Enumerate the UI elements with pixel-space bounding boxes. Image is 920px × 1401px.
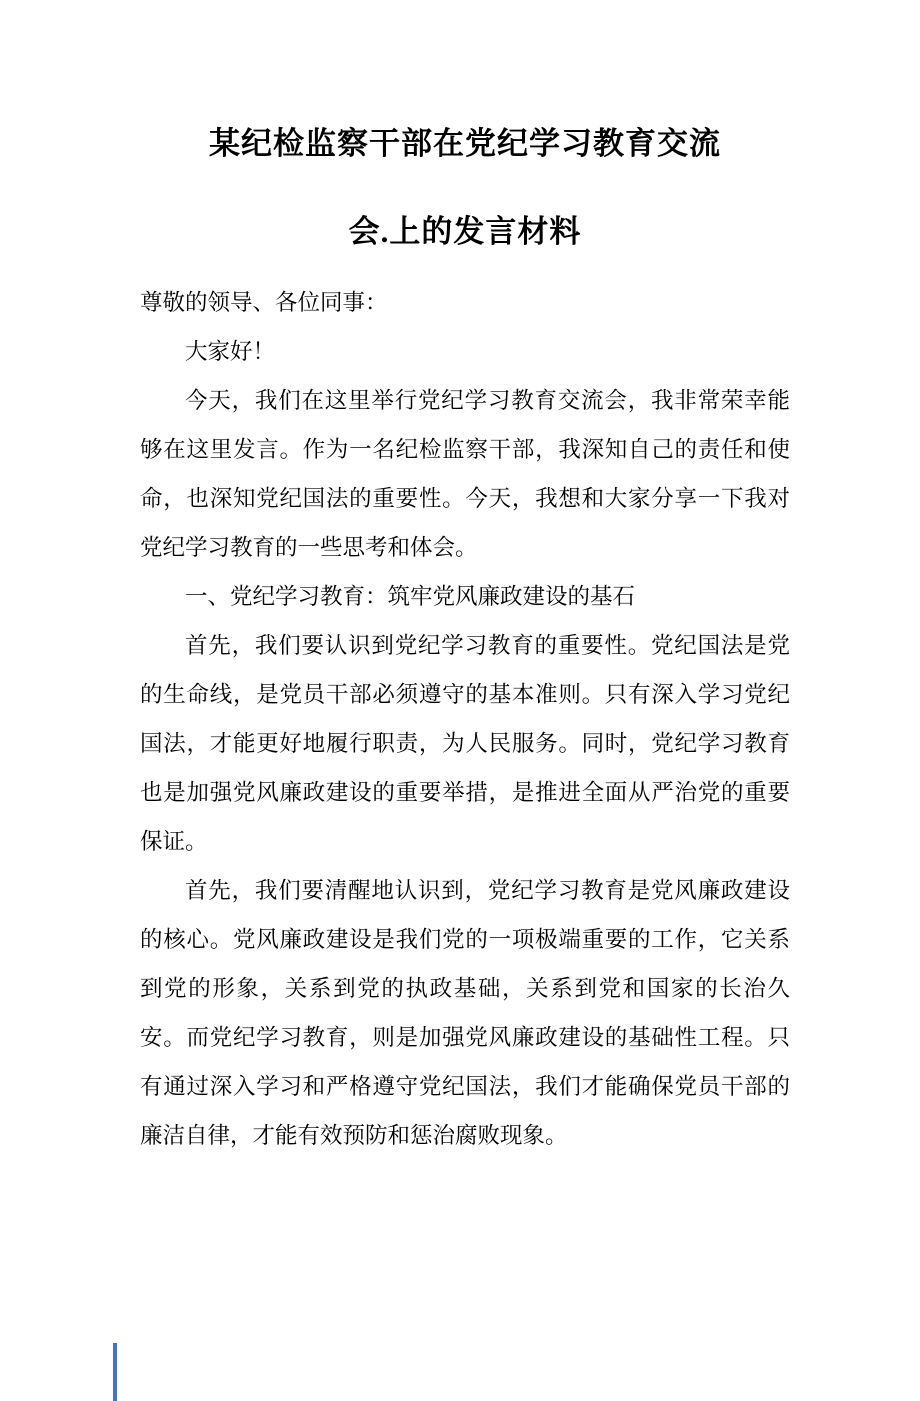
document-body — [140, 278, 790, 1160]
paragraph-intro: 今天，我们在这里举行党纪学习教育交流会，我非常荣幸能够在这里发言。作为一名纪检监察干部，我深知自己的责任和使命，也深知党纪国法的重要性。今天，我想和大家分享一下我对党纪学习教育的一些思考和体会。 — [140, 388, 790, 560]
document-title-line-1: 某纪检监察干部在党纪学习教育交流 — [209, 126, 721, 161]
paragraph-body-1: 首先，我们要认识到党纪学习教育的重要性。党纪国法是党的生命线，是党员干部必须遵守的基本准则。只有深入学习党纪国法，才能更好地履行职责，为人民服务。同时，党纪学习教育也是加强党风廉政建设的重要举措，是推进全面从严治党的重要保证。 — [140, 633, 790, 854]
paragraph-greeting: 大家好！ — [185, 339, 276, 364]
document-title — [140, 100, 790, 276]
paragraph-body-2: 首先，我们要清醒地认识到，党纪学习教育是党风廉政建设的核心。党风廉政建设是我们党的一项极端重要的工作，它关系到党的形象，关系到党的执政基础，关系到党和国家的长治久安。而党纪学习教育，则是加强党风廉政建设的基础性工程。只有通过深入学习和严格遵守党纪国法，我们才能确保党员干部的廉洁自律，才能有效预防和惩治腐败现象。 — [140, 878, 790, 1148]
paragraph-salutation: 尊敬的领导、各位同事： — [140, 290, 388, 315]
document-title-line-2: 会.上的发言材料 — [348, 214, 582, 249]
document-page — [0, 100, 920, 1401]
left-margin-marker — [113, 1343, 117, 1401]
paragraph-section-heading: 一、党纪学习教育：筑牢党风廉政建设的基石 — [185, 584, 636, 609]
